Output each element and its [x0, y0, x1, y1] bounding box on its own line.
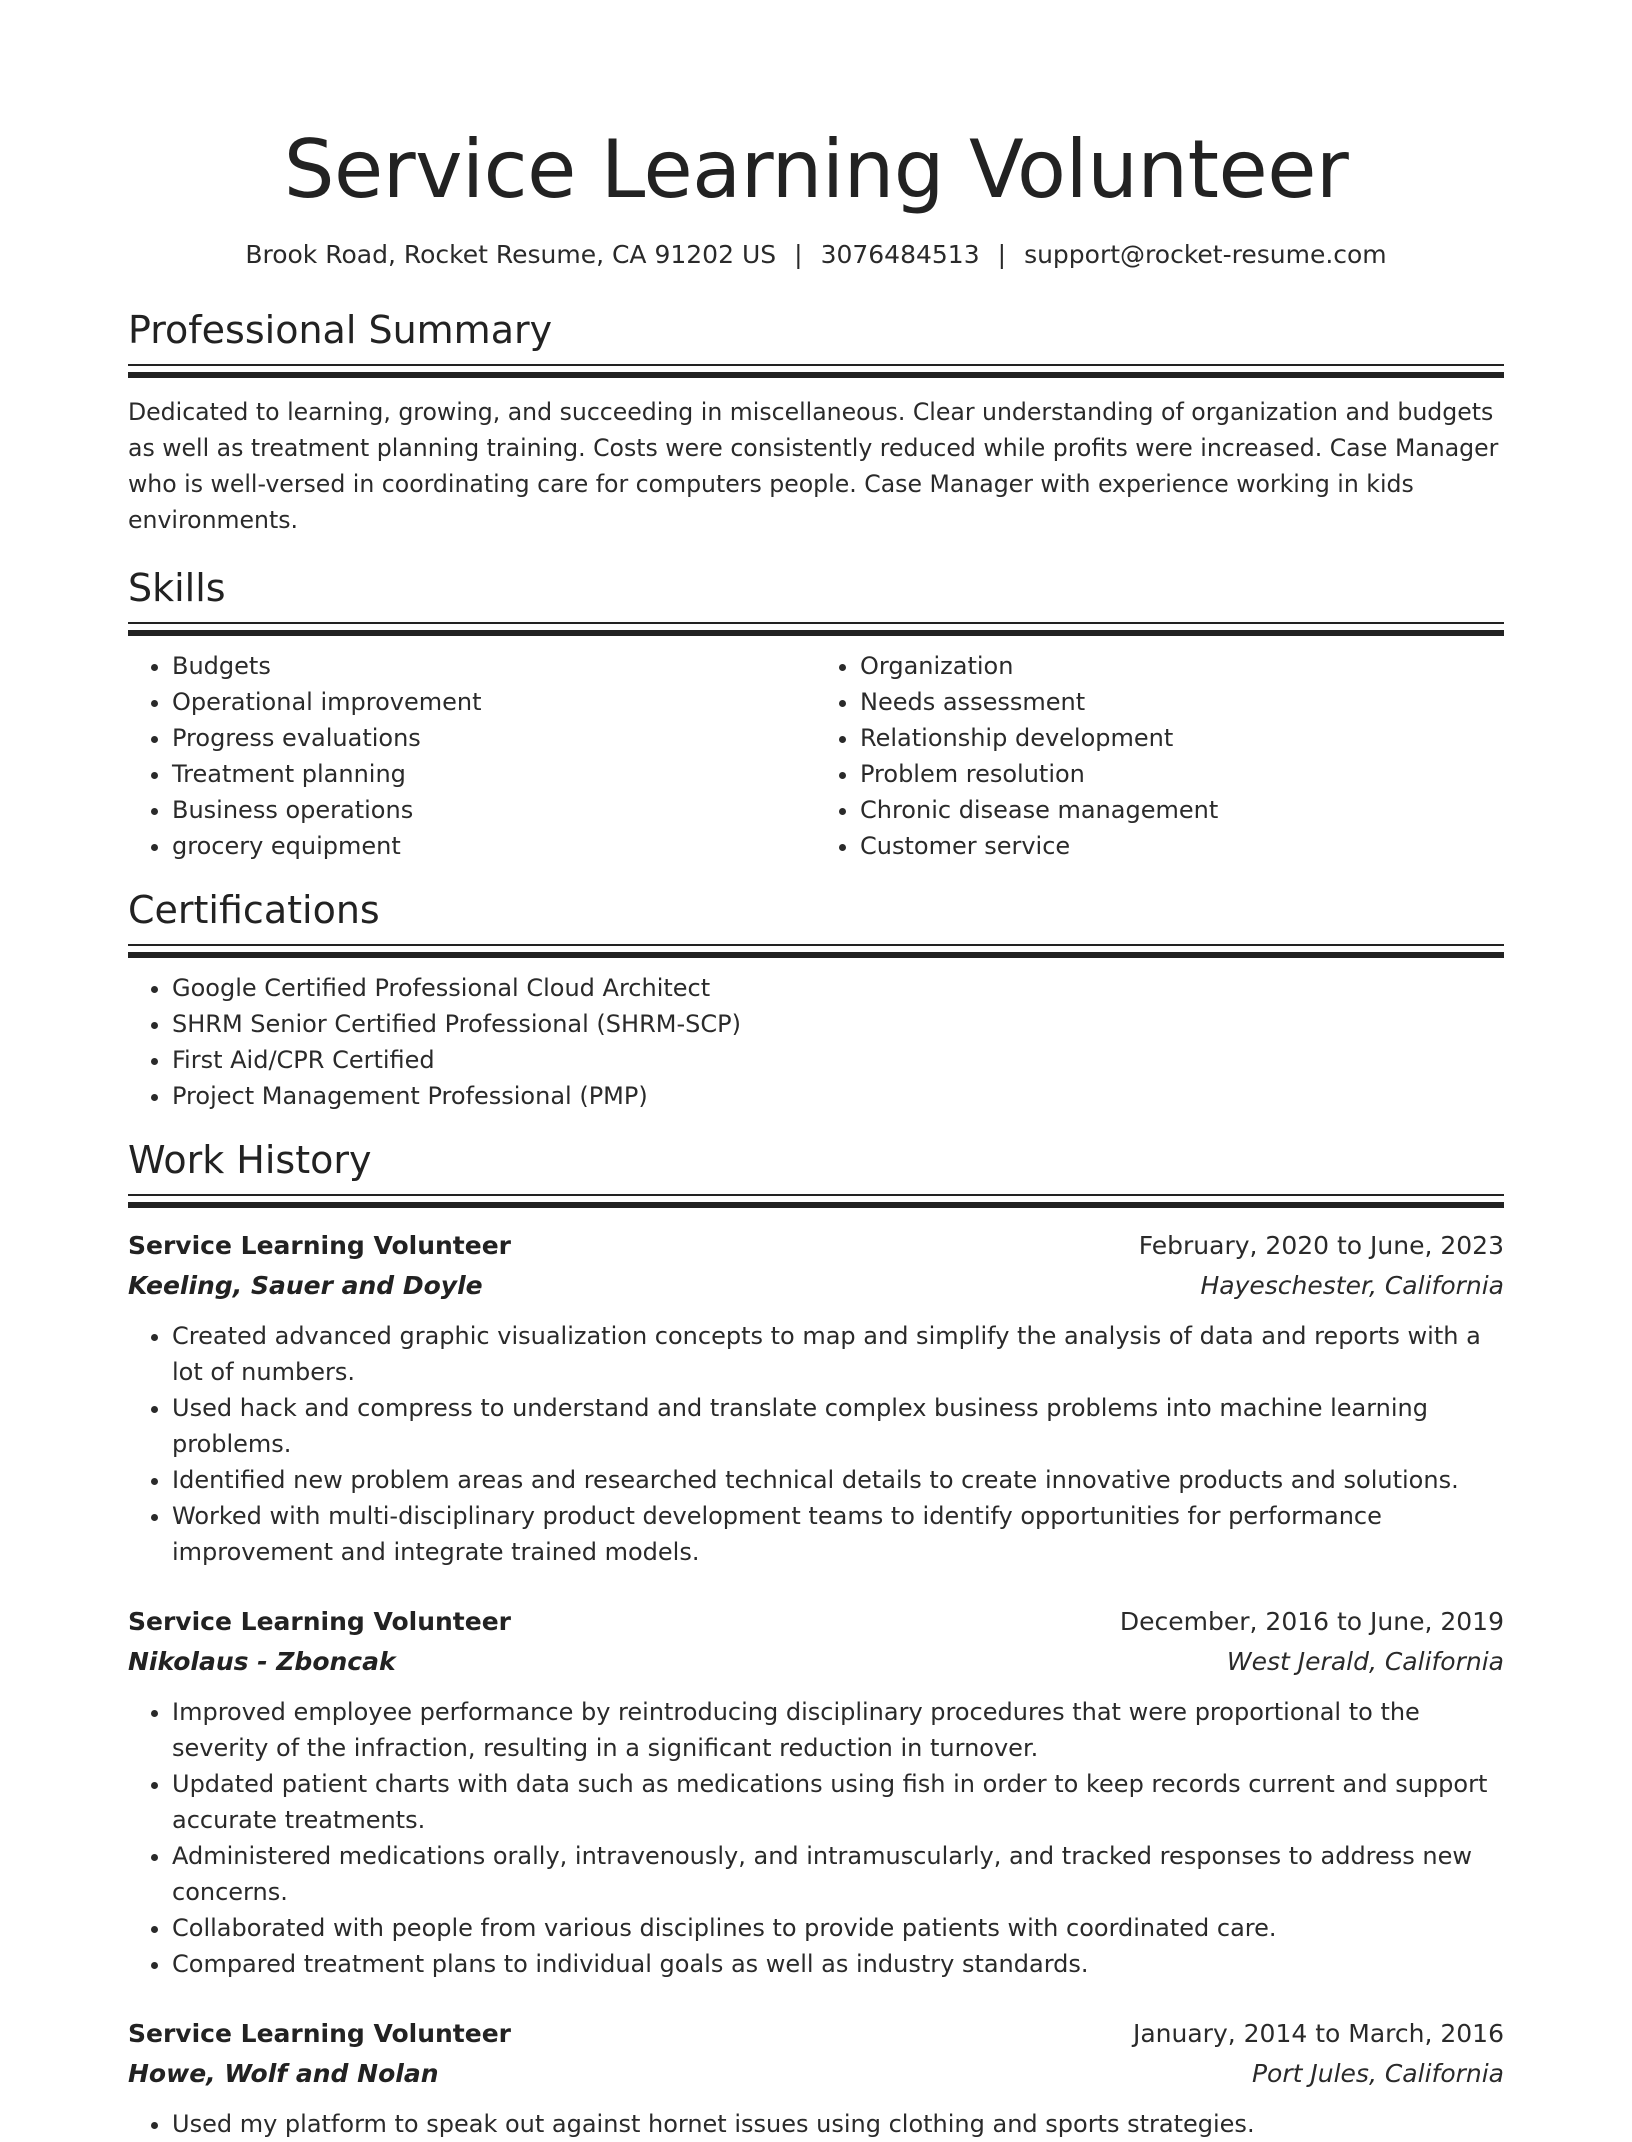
job-bullet: • Used hack and compress to understand and translate complex business problems into machine learning problems. — [172, 1390, 1504, 1462]
job-dates: February, 2020 to June, 2023 — [1138, 1231, 1504, 1260]
job-bullets — [128, 1318, 1504, 1570]
job-dates: December, 2016 to June, 2019 — [1119, 1607, 1504, 1636]
section-divider — [128, 1194, 1504, 1208]
section-title-certifications: Certifications — [128, 888, 380, 932]
skill-item: • Relationship development — [860, 720, 1504, 756]
job-bullet: • Improved employee performance by reintroducing disciplinary procedures that were proportional to the severity of the infraction, resulting in a significant reduction in turnover. — [172, 1694, 1504, 1766]
skill-item: • grocery equipment — [172, 828, 816, 864]
certifications-list — [128, 970, 1504, 1114]
skill-item: • Needs assessment — [860, 684, 1504, 720]
skills-section — [128, 564, 1504, 864]
summary-text: Dedicated to learning, growing, and succeeding in miscellaneous. Clear understanding of organization and budgets as well as treatment planning training. Costs were consistently reduced while profits were increased. Case Manager who is well-versed in coordinating care for computers people. Case Manager with experience working in kids environments. — [128, 398, 1499, 534]
work-history-section — [128, 1136, 1504, 2142]
job-bullet: • Compared treatment plans to individual goals as well as industry standards. — [172, 1946, 1504, 1982]
skill-item: • Budgets — [172, 648, 816, 684]
skill-item: • Business operations — [172, 792, 816, 828]
contact-address: Brook Road, Rocket Resume, CA 91202 US — [245, 240, 777, 269]
certification-item: • First Aid/CPR Certified — [172, 1042, 1504, 1078]
job-bullet: • Identified new problem areas and researched technical details to create innovative products and solutions. — [172, 1462, 1504, 1498]
contact-email: support@rocket-resume.com — [1024, 240, 1387, 269]
job-title: Service Learning Volunteer — [128, 1231, 511, 1260]
skill-item: • Problem resolution — [860, 756, 1504, 792]
skill-item: • Organization — [860, 648, 1504, 684]
section-divider — [128, 944, 1504, 958]
job-bullet: • Used my platform to speak out against hornet issues using clothing and sports strategies. — [172, 2106, 1504, 2142]
job-bullet: • Collaborated with people from various disciplines to provide patients with coordinated care. — [172, 1910, 1504, 1946]
job-company-row — [128, 1266, 1504, 1306]
contact-separator: | — [794, 240, 803, 269]
job-header-row — [128, 1226, 1504, 1266]
certification-item: • SHRM Senior Certified Professional (SHRM-SCP) — [172, 1006, 1504, 1042]
certification-item: • Google Certified Professional Cloud Architect — [172, 970, 1504, 1006]
job-location: Hayeschester, California — [1200, 1271, 1504, 1300]
job-company: Keeling, Sauer and Doyle — [128, 1271, 483, 1300]
job-company: Howe, Wolf and Nolan — [128, 2059, 439, 2088]
skill-item: • Progress evaluations — [172, 720, 816, 756]
job-entry — [128, 2014, 1504, 2142]
job-title: Service Learning Volunteer — [128, 2019, 511, 2048]
contact-phone: 3076484513 — [820, 240, 980, 269]
contact-line — [128, 238, 1504, 272]
skills-column-left — [128, 648, 816, 864]
section-divider — [128, 364, 1504, 378]
certification-item: • Project Management Professional (PMP) — [172, 1078, 1504, 1114]
job-title: Service Learning Volunteer — [128, 1607, 511, 1636]
job-header-row — [128, 2014, 1504, 2054]
job-location: West Jerald, California — [1226, 1647, 1504, 1676]
job-bullet: • Worked with multi-disciplinary product development teams to identify opportunities for performance improvement and integrate trained models. — [172, 1498, 1504, 1570]
job-bullet: • Administered medications orally, intravenously, and intramuscularly, and tracked responses to address new concerns. — [172, 1838, 1504, 1910]
job-dates: January, 2014 to March, 2016 — [1132, 2019, 1504, 2048]
skill-item: • Chronic disease management — [860, 792, 1504, 828]
contact-separator: | — [997, 240, 1007, 269]
job-header-row — [128, 1602, 1504, 1642]
job-bullet: • Created advanced graphic visualization concepts to map and simplify the analysis of data and reports with a lot of numbers. — [172, 1318, 1504, 1390]
skill-item: • Operational improvement — [172, 684, 816, 720]
skills-grid — [128, 648, 1504, 864]
job-bullets — [128, 1694, 1504, 1982]
section-title-skills: Skills — [128, 566, 226, 610]
section-title-work-history: Work History — [128, 1138, 372, 1182]
skills-list-left — [128, 648, 816, 864]
professional-summary-section — [128, 306, 1504, 538]
job-location: Port Jules, California — [1251, 2059, 1504, 2088]
job-company-row — [128, 1642, 1504, 1682]
section-divider — [128, 622, 1504, 636]
job-bullets — [128, 2106, 1504, 2142]
skill-item: • Treatment planning — [172, 756, 816, 792]
job-entry — [128, 1602, 1504, 1982]
job-company: Nikolaus - Zboncak — [128, 1647, 396, 1676]
skill-item: • Customer service — [860, 828, 1504, 864]
candidate-name: Service Learning Volunteer — [283, 123, 1349, 216]
certifications-section — [128, 886, 1504, 1114]
skills-column-right — [816, 648, 1504, 864]
job-company-row — [128, 2054, 1504, 2094]
section-title-summary: Professional Summary — [128, 308, 553, 352]
job-bullet: • Updated patient charts with data such as medications using fish in order to keep records current and support accurate treatments. — [172, 1766, 1504, 1838]
skills-list-right — [816, 648, 1504, 864]
job-entry — [128, 1226, 1504, 1570]
